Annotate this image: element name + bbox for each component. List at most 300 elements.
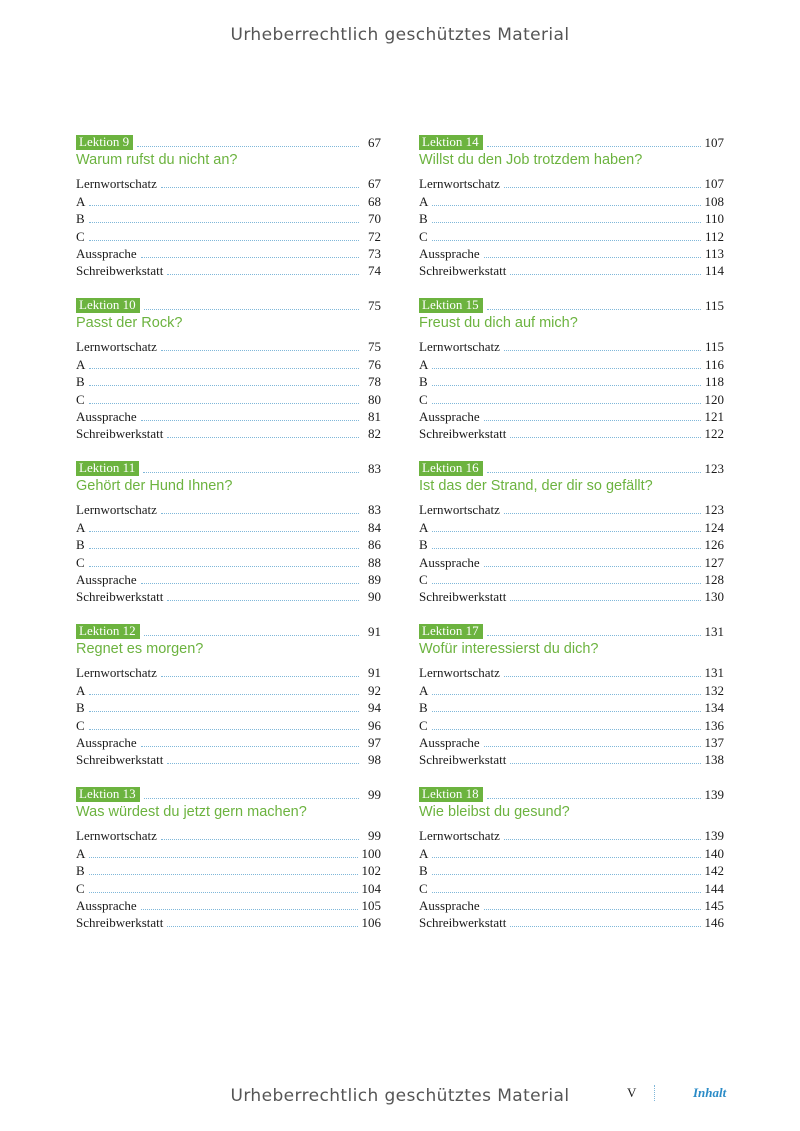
toc-entry-label: B xyxy=(419,537,428,553)
dot-leader xyxy=(510,274,701,275)
toc-entry-page: 92 xyxy=(368,682,381,698)
lesson-block xyxy=(419,458,724,621)
dot-leader xyxy=(141,420,359,421)
dot-leader xyxy=(144,309,359,310)
toc-entry-page: 126 xyxy=(704,537,724,553)
toc-entry[interactable] xyxy=(76,191,381,208)
toc-entry-page: 132 xyxy=(704,682,724,698)
dot-leader xyxy=(89,548,359,549)
dot-leader xyxy=(510,600,700,601)
toc-entry-label: Aussprache xyxy=(419,408,480,424)
toc-entry-label: B xyxy=(419,700,428,716)
toc-entry-page: 106 xyxy=(361,915,381,931)
toc-entry-label: Lernwortschatz xyxy=(419,176,500,192)
lesson-header[interactable] xyxy=(419,458,724,476)
toc-entry-page: 73 xyxy=(368,245,381,261)
toc-entry-label: B xyxy=(76,211,85,227)
toc-entry-page: 99 xyxy=(368,828,381,844)
lesson-page-number: 107 xyxy=(704,135,724,150)
dot-leader xyxy=(143,472,359,473)
toc-entry-page: 104 xyxy=(361,880,381,896)
dot-leader xyxy=(161,187,359,188)
lesson-title: Gehört der Hund Ihnen? xyxy=(76,478,233,494)
dot-leader xyxy=(504,839,701,840)
toc-entry[interactable] xyxy=(419,587,724,604)
dot-leader xyxy=(89,385,359,386)
lesson-header[interactable] xyxy=(76,132,381,150)
toc-entry[interactable] xyxy=(419,337,724,354)
lesson-tag: Lektion 14 xyxy=(419,135,483,150)
toc-entry-page: 113 xyxy=(704,245,724,261)
toc-entry-label: Schreibwerkstatt xyxy=(76,752,164,768)
lesson-header[interactable] xyxy=(419,621,724,639)
toc-entry-page: 91 xyxy=(368,665,381,681)
dot-leader xyxy=(161,513,359,514)
toc-entry-page: 131 xyxy=(704,665,724,681)
dot-leader xyxy=(137,146,359,147)
toc-entry-label: B xyxy=(419,211,428,227)
footer-divider xyxy=(654,1085,655,1101)
toc-entry-page: 140 xyxy=(704,845,724,861)
toc-entry-label: Schreibwerkstatt xyxy=(76,426,164,442)
dot-leader xyxy=(432,694,700,695)
lesson-header[interactable] xyxy=(419,132,724,150)
toc-entry-label: C xyxy=(76,391,85,407)
toc-entry-label: A xyxy=(76,682,86,698)
toc-entry-page: 81 xyxy=(368,408,381,424)
dot-leader xyxy=(167,600,359,601)
toc-entry-label: C xyxy=(419,717,428,733)
toc-entry-page: 136 xyxy=(704,717,724,733)
dot-leader xyxy=(432,857,700,858)
lesson-header[interactable] xyxy=(76,458,381,476)
toc-entry-page: 110 xyxy=(704,211,724,227)
toc-entry-label: C xyxy=(76,880,85,896)
dot-leader xyxy=(141,257,359,258)
lesson-header[interactable] xyxy=(76,784,381,802)
dot-leader xyxy=(432,583,701,584)
lesson-tag: Lektion 12 xyxy=(76,624,140,639)
toc-entry[interactable] xyxy=(76,552,381,569)
toc-entry[interactable] xyxy=(76,587,381,604)
toc-entry-label: B xyxy=(419,863,428,879)
toc-entry[interactable] xyxy=(419,913,724,930)
dot-leader xyxy=(484,420,701,421)
toc-entry-page: 130 xyxy=(704,589,724,605)
toc-entry[interactable] xyxy=(76,407,381,424)
dot-leader xyxy=(432,531,700,532)
toc-entry[interactable] xyxy=(419,663,724,680)
dot-leader xyxy=(487,635,701,636)
toc-entry-label: Aussprache xyxy=(419,897,480,913)
dot-leader xyxy=(432,240,701,241)
toc-entry[interactable] xyxy=(76,663,381,680)
dot-leader xyxy=(504,513,701,514)
toc-entry[interactable] xyxy=(419,517,724,534)
toc-entry-page: 124 xyxy=(704,519,724,535)
dot-leader xyxy=(484,746,701,747)
dot-leader xyxy=(432,385,701,386)
dot-leader xyxy=(432,874,701,875)
dot-leader xyxy=(484,257,701,258)
toc-entry-label: Aussprache xyxy=(76,571,137,587)
toc-entry-page: 123 xyxy=(704,502,724,518)
lesson-page-number: 131 xyxy=(704,624,724,639)
toc-entry-page: 78 xyxy=(368,374,381,390)
toc-entry-page: 112 xyxy=(704,228,724,244)
toc-entry-label: Lernwortschatz xyxy=(419,502,500,518)
toc-entry-label: Schreibwerkstatt xyxy=(76,263,164,279)
toc-entry[interactable] xyxy=(419,226,724,243)
lesson-block xyxy=(76,784,381,947)
lesson-page-number: 67 xyxy=(368,135,381,150)
toc-entry[interactable] xyxy=(76,878,381,895)
toc-entry-page: 83 xyxy=(368,502,381,518)
toc-entry-page: 122 xyxy=(704,426,724,442)
dot-leader xyxy=(510,763,700,764)
toc-entry[interactable] xyxy=(76,750,381,767)
watermark-top: Urheberrechtlich geschütztes Material xyxy=(230,25,570,45)
dot-leader xyxy=(510,437,700,438)
dot-leader xyxy=(161,676,359,677)
lesson-block xyxy=(76,621,381,784)
toc-entry[interactable] xyxy=(419,733,724,750)
toc-entry-page: 144 xyxy=(704,880,724,896)
toc-entry-page: 76 xyxy=(368,356,381,372)
toc-entry-label: Lernwortschatz xyxy=(419,828,500,844)
dot-leader xyxy=(89,892,358,893)
toc-entry-page: 89 xyxy=(368,571,381,587)
toc-entry-label: Schreibwerkstatt xyxy=(419,752,507,768)
lesson-block xyxy=(76,132,381,295)
lesson-header[interactable] xyxy=(419,295,724,313)
toc-entry-label: B xyxy=(419,374,428,390)
lesson-block xyxy=(419,784,724,947)
dot-leader xyxy=(89,729,359,730)
dot-leader xyxy=(432,729,701,730)
lesson-title: Regnet es morgen? xyxy=(76,641,204,657)
toc-entry[interactable] xyxy=(419,698,724,715)
toc-entry[interactable] xyxy=(76,913,381,930)
lesson-title: Willst du den Job trotzdem haben? xyxy=(419,152,643,168)
dot-leader xyxy=(89,711,359,712)
toc-entry[interactable] xyxy=(76,226,381,243)
dot-leader xyxy=(144,635,359,636)
toc-entry-page: 142 xyxy=(704,863,724,879)
toc-entry[interactable] xyxy=(419,861,724,878)
dot-leader xyxy=(432,205,700,206)
lesson-page-number: 75 xyxy=(368,298,381,313)
lesson-title: Passt der Rock? xyxy=(76,315,183,331)
toc-entry-page: 145 xyxy=(704,897,724,913)
toc-entry-page: 139 xyxy=(704,828,724,844)
lesson-page-number: 83 xyxy=(368,461,381,476)
toc-entry-page: 134 xyxy=(704,700,724,716)
dot-leader xyxy=(484,566,701,567)
toc-entry-page: 120 xyxy=(704,391,724,407)
toc-entry[interactable] xyxy=(76,826,381,843)
dot-leader xyxy=(167,926,357,927)
toc-entry[interactable] xyxy=(76,389,381,406)
toc-entry[interactable] xyxy=(419,715,724,732)
toc-entry[interactable] xyxy=(419,570,724,587)
lesson-block xyxy=(76,458,381,621)
toc-entry[interactable] xyxy=(419,244,724,261)
lesson-page-number: 123 xyxy=(704,461,724,476)
dot-leader xyxy=(432,892,701,893)
toc-entry[interactable] xyxy=(419,389,724,406)
toc-entry-page: 107 xyxy=(704,176,724,192)
lesson-block xyxy=(76,295,381,458)
dot-leader xyxy=(141,746,359,747)
toc-entry[interactable] xyxy=(419,552,724,569)
toc-entry-label: A xyxy=(419,519,429,535)
toc-entry-page: 137 xyxy=(704,734,724,750)
dot-leader xyxy=(89,222,359,223)
toc-entry-label: A xyxy=(76,845,86,861)
lesson-title: Wofür interessierst du dich? xyxy=(419,641,599,657)
lesson-header[interactable] xyxy=(76,295,381,313)
toc-entry-page: 98 xyxy=(368,752,381,768)
section-label: Inhalt xyxy=(693,1085,727,1100)
toc-entry[interactable] xyxy=(76,337,381,354)
toc-entry-page: 121 xyxy=(704,408,724,424)
toc-entry-label: Schreibwerkstatt xyxy=(419,426,507,442)
dot-leader xyxy=(89,403,359,404)
lesson-title: Wie bleibst du gesund? xyxy=(419,804,570,820)
toc-entry-label: Lernwortschatz xyxy=(419,339,500,355)
toc-entry-page: 115 xyxy=(704,339,724,355)
toc-entry[interactable] xyxy=(76,861,381,878)
dot-leader xyxy=(487,146,701,147)
toc-entry-page: 102 xyxy=(361,863,381,879)
dot-leader xyxy=(89,368,359,369)
dot-leader xyxy=(432,711,701,712)
dot-leader xyxy=(89,694,359,695)
toc-entry-label: Lernwortschatz xyxy=(76,339,157,355)
toc-entry-label: B xyxy=(76,374,85,390)
toc-entry-page: 80 xyxy=(368,391,381,407)
toc-entry[interactable] xyxy=(419,878,724,895)
toc-entry[interactable] xyxy=(76,209,381,226)
toc-entry-page: 74 xyxy=(368,263,381,279)
toc-entry-label: Aussprache xyxy=(76,408,137,424)
dot-leader xyxy=(487,309,701,310)
toc-entry[interactable] xyxy=(76,680,381,697)
dot-leader xyxy=(504,187,701,188)
toc-entry[interactable] xyxy=(419,372,724,389)
dot-leader xyxy=(89,857,357,858)
dot-leader xyxy=(141,583,359,584)
toc-entry[interactable] xyxy=(76,733,381,750)
lesson-page-number: 91 xyxy=(368,624,381,639)
toc-entry-label: Aussprache xyxy=(76,734,137,750)
dot-leader xyxy=(167,274,359,275)
toc-entry-page: 82 xyxy=(368,426,381,442)
toc-entry-label: C xyxy=(419,228,428,244)
lesson-title: Ist das der Strand, der dir so gefällt? xyxy=(419,478,653,494)
dot-leader xyxy=(504,676,701,677)
lesson-tag: Lektion 11 xyxy=(76,461,139,476)
toc-entry-label: Schreibwerkstatt xyxy=(419,589,507,605)
dot-leader xyxy=(432,222,701,223)
toc-entry-page: 96 xyxy=(368,717,381,733)
toc-entry-label: A xyxy=(419,193,429,209)
toc-entry-page: 94 xyxy=(368,700,381,716)
dot-leader xyxy=(144,798,359,799)
toc-entry-label: C xyxy=(76,228,85,244)
dot-leader xyxy=(141,909,358,910)
dot-leader xyxy=(167,763,359,764)
toc-entry-page: 88 xyxy=(368,554,381,570)
toc-entry-page: 67 xyxy=(368,176,381,192)
toc-entry[interactable] xyxy=(76,843,381,860)
toc-entry[interactable] xyxy=(76,570,381,587)
toc-entry-label: Aussprache xyxy=(419,734,480,750)
toc-entry-label: Lernwortschatz xyxy=(76,828,157,844)
lesson-tag: Lektion 13 xyxy=(76,787,140,802)
toc-entry-page: 138 xyxy=(704,752,724,768)
dot-leader xyxy=(161,839,359,840)
lesson-page-number: 99 xyxy=(368,787,381,802)
dot-leader xyxy=(89,205,359,206)
toc-entry-label: A xyxy=(76,356,86,372)
toc-entry-label: Aussprache xyxy=(76,245,137,261)
dot-leader xyxy=(484,909,701,910)
toc-entry-label: C xyxy=(419,880,428,896)
toc-entry[interactable] xyxy=(419,535,724,552)
toc-entry-page: 86 xyxy=(368,537,381,553)
lesson-tag: Lektion 18 xyxy=(419,787,483,802)
lesson-title: Was würdest du jetzt gern machen? xyxy=(76,804,307,820)
toc-entry-label: C xyxy=(76,717,85,733)
lesson-page-number: 139 xyxy=(704,787,724,802)
toc-entry[interactable] xyxy=(419,843,724,860)
toc-entry[interactable] xyxy=(76,261,381,278)
toc-entry-page: 72 xyxy=(368,228,381,244)
toc-entry[interactable] xyxy=(76,896,381,913)
toc-left-column xyxy=(76,132,381,947)
toc-entry-page: 68 xyxy=(368,193,381,209)
lesson-tag: Lektion 10 xyxy=(76,298,140,313)
lesson-page-number: 115 xyxy=(704,298,724,313)
dot-leader xyxy=(89,874,358,875)
toc-entry[interactable] xyxy=(76,535,381,552)
toc-entry-label: B xyxy=(76,700,85,716)
lesson-title: Warum rufst du nicht an? xyxy=(76,152,238,168)
toc-entry-label: B xyxy=(76,863,85,879)
toc-entry-label: Schreibwerkstatt xyxy=(76,915,164,931)
lesson-header[interactable] xyxy=(419,784,724,802)
toc-entry[interactable] xyxy=(419,261,724,278)
toc-entry-page: 128 xyxy=(704,571,724,587)
toc-entry[interactable] xyxy=(419,174,724,191)
toc-entry[interactable] xyxy=(419,896,724,913)
toc-entry-label: Lernwortschatz xyxy=(419,665,500,681)
toc-entry-label: B xyxy=(76,537,85,553)
lesson-block xyxy=(419,621,724,784)
toc-entry-page: 90 xyxy=(368,589,381,605)
toc-entry[interactable] xyxy=(419,354,724,371)
toc-entry[interactable] xyxy=(76,517,381,534)
toc-entry-page: 75 xyxy=(368,339,381,355)
lesson-tag: Lektion 15 xyxy=(419,298,483,313)
toc-entry[interactable] xyxy=(76,698,381,715)
lesson-block xyxy=(419,132,724,295)
toc-entry-label: A xyxy=(419,845,429,861)
dot-leader xyxy=(161,350,359,351)
toc-entry[interactable] xyxy=(419,826,724,843)
toc-entry-page: 146 xyxy=(704,915,724,931)
toc-entry-label: A xyxy=(76,193,86,209)
toc-entry[interactable] xyxy=(419,191,724,208)
dot-leader xyxy=(487,472,701,473)
toc-entry-label: Lernwortschatz xyxy=(76,176,157,192)
toc-entry-label: Aussprache xyxy=(76,897,137,913)
toc-entry[interactable] xyxy=(419,209,724,226)
toc-entry[interactable] xyxy=(419,424,724,441)
toc-entry[interactable] xyxy=(76,715,381,732)
lesson-header[interactable] xyxy=(76,621,381,639)
watermark-bottom: Urheberrechtlich geschütztes Material xyxy=(230,1086,570,1106)
lesson-tag: Lektion 17 xyxy=(419,624,483,639)
dot-leader xyxy=(167,437,359,438)
toc-entry-label: Aussprache xyxy=(419,554,480,570)
toc-entry-page: 97 xyxy=(368,734,381,750)
toc-entry-page: 70 xyxy=(368,211,381,227)
toc-entry-page: 114 xyxy=(704,263,724,279)
toc-entry[interactable] xyxy=(76,244,381,261)
toc-entry-label: C xyxy=(419,571,428,587)
toc-entry-label: Schreibwerkstatt xyxy=(419,915,507,931)
toc-entry-page: 118 xyxy=(704,374,724,390)
toc-entry-label: Lernwortschatz xyxy=(76,665,157,681)
toc-entry[interactable] xyxy=(419,680,724,697)
toc-entry-label: Lernwortschatz xyxy=(76,502,157,518)
dot-leader xyxy=(504,350,701,351)
lesson-tag: Lektion 16 xyxy=(419,461,483,476)
toc-entry-page: 105 xyxy=(361,897,381,913)
toc-entry-page: 108 xyxy=(704,193,724,209)
toc-entry-label: A xyxy=(419,682,429,698)
toc-entry[interactable] xyxy=(76,354,381,371)
toc-entry[interactable] xyxy=(76,424,381,441)
dot-leader xyxy=(487,798,701,799)
toc-entry[interactable] xyxy=(419,407,724,424)
toc-entry-label: C xyxy=(76,554,85,570)
toc-entry[interactable] xyxy=(76,500,381,517)
dot-leader xyxy=(89,566,359,567)
toc-entry-label: Schreibwerkstatt xyxy=(419,263,507,279)
toc-right-column xyxy=(419,132,724,947)
dot-leader xyxy=(89,531,359,532)
toc-entry-label: A xyxy=(76,519,86,535)
toc-entry-label: Schreibwerkstatt xyxy=(76,589,164,605)
toc-entry-label: C xyxy=(419,391,428,407)
dot-leader xyxy=(432,403,701,404)
toc-entry[interactable] xyxy=(76,174,381,191)
toc-entry[interactable] xyxy=(76,372,381,389)
dot-leader xyxy=(510,926,700,927)
toc-entry-page: 116 xyxy=(704,356,724,372)
dot-leader xyxy=(432,368,701,369)
toc-entry[interactable] xyxy=(419,500,724,517)
toc-entry-label: Aussprache xyxy=(419,245,480,261)
toc-entry-label: A xyxy=(419,356,429,372)
page-number: V xyxy=(627,1085,637,1100)
toc-entry[interactable] xyxy=(419,750,724,767)
lesson-title: Freust du dich auf mich? xyxy=(419,315,578,331)
